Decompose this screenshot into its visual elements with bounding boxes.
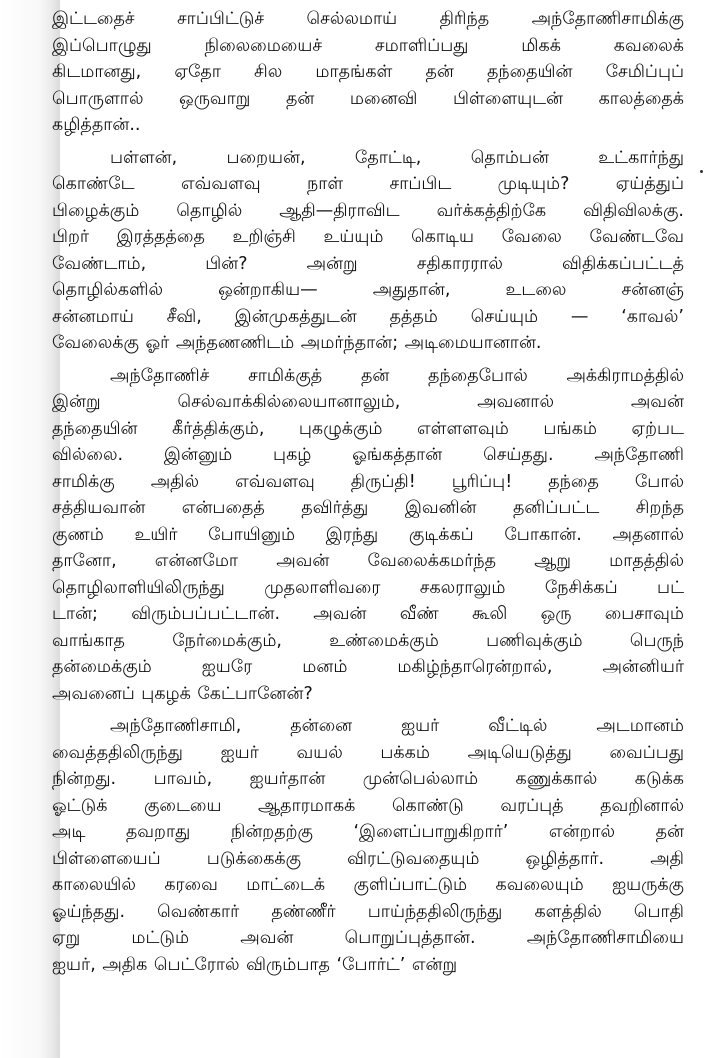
text-line: டான்; விரும்பப்பட்டான். அவன் வீண் கூலி ஒரு பைசாவும் [52, 604, 684, 624]
text-line: குணம் உயிர் போயினும் இரந்து குடிக்கப் போகான். அதனால் [52, 524, 684, 545]
document-page [52, 6, 684, 1052]
text-line: தொழிலாளியிலிருந்து முதலாளிவரை சகலராலும் நேசிக்கப் பட் [52, 577, 684, 598]
text-line: கிடமானது, ஏதோ சில மாதங்கள் தன் தந்தையின் சேமிப்புப் [52, 62, 684, 82]
text-line: வில்லை. இன்னும் புகழ் ஓங்கத்தான் செய்தது. அந்தோணி [52, 445, 684, 465]
text-line: தந்தையின் கீர்த்திக்கும், புகழுக்கும் எள்ளளவும் பங்கம் ஏற்பட [52, 418, 684, 439]
text-line: வாங்காத நேர்மைக்கும், உண்மைக்கும் பணிவுக்கும் பெருந் [52, 630, 684, 651]
text-line: அந்தோணிசாமி, தன்னை ஐயர் வீட்டில் அடமானம் [110, 716, 684, 736]
text-line: ஏறு மட்டும் அவன் பொறுப்புத்தான். அந்தோணிசாமியை [52, 928, 684, 948]
text-line: அடி தவறாது நின்றதற்கு ‘இளைப்பாறுகிறார்’ என்றால் தன் [52, 822, 684, 842]
text-line: பள்ளன், பறையன், தோட்டி, தொம்பன் உட்கார்ந்து [110, 147, 684, 168]
text-line: ஓய்ந்தது. வெண்கார் தண்ணீர் பாய்ந்ததிலிருந்து களத்தில் பொதி [52, 901, 684, 922]
text-line: சத்தியவான் என்பதைத் தவிர்த்து இவனின் தனிப்பட்ட சிறந்த [52, 498, 684, 518]
text-line: பொருளால் ஒருவாறு தன் மனைவி பிள்ளையுடன் காலத்தைக் [52, 88, 684, 109]
text-line: சன்னமாய் சீவி, இன்முகத்துடன் தத்தம் செய்யும் — ‘காவல்’ [52, 306, 684, 327]
text-line: கழித்தான்.. [52, 115, 141, 135]
text-line: பிள்ளையைப் படுக்கைக்கு விரட்டுவதையும் ஒழித்தார். அதி [52, 848, 684, 869]
paragraph-3 [52, 363, 684, 708]
text-line: தன்மைக்கும் ஐயரே மனம் மகிழ்ந்தாரென்றால், அன்னியர் [52, 657, 684, 677]
text-line: தொழில்களில் ஒன்றாகிய— அதுதான், உடலை சன்னஞ் [52, 280, 684, 300]
text-line: நின்றது. பாவம், ஐயர்தான் முன்பெல்லாம் கணுக்கால் கடுக்க [52, 769, 684, 789]
text-line: வைத்ததிலிருந்து ஐயர் வயல் பக்கம் அடியெடுத்து வைப்பது [52, 742, 684, 763]
paragraph-4 [52, 713, 684, 978]
text-line: சாமிக்கு அதில் எவ்வளவு திருப்தி! பூரிப்பு! தந்தை போல் [52, 471, 684, 492]
text-line: கொண்டே எவ்வளவு நாள் சாப்பிட முடியும்? ஏய்த்துப் [52, 174, 684, 194]
paragraph-1 [52, 6, 684, 139]
text-line: பிழைக்கும் தொழில் ஆதி—திராவிட வர்க்கத்திற்கே விதிவிலக்கு. [52, 200, 684, 221]
text-line: அந்தோணிச் சாமிக்குத் தன் தந்தைபோல் அக்கிராமத்தில் [110, 365, 684, 386]
text-line: பிறர் இரத்தத்தை உறிஞ்சி உய்யும் கொடிய வேலை வேண்டவே [52, 227, 684, 247]
scan-shadow [0, 0, 60, 1058]
text-line: ஓட்டுக் குடையை ஆதாரமாகக் கொண்டு வரப்புத் தவறினால் [52, 795, 684, 816]
text-line: இப்பொழுது நிலைமையைச் சமாளிப்பது மிகக் கவலைக் [52, 35, 684, 56]
text-line: காலையில் கரவை மாட்டைக் குளிப்பாட்டும் கவலையும் ஐயருக்கு [52, 875, 684, 895]
text-line: ஐயர், அதிக பெட்ரோல் விரும்பாத ‘போர்ட்’ என்று [52, 954, 458, 975]
margin-mark [700, 170, 703, 173]
text-line: வேண்டாம், பின்? அன்று சதிகாரரால் விதிக்கப்பட்டத் [52, 253, 684, 274]
text-line: அவனைப் புகழக் கேட்பானேன்? [52, 683, 313, 704]
text-line: தானோ, என்னமோ அவன் வேலைக்கமர்ந்த ஆறு மாதத்தில் [52, 551, 684, 571]
text-line: இன்று செல்வாக்கில்லையானாலும், அவனால் அவன் [52, 392, 684, 412]
text-line: வேலைக்கு ஓர் அந்தணணிடம் அமர்ந்தான்; அடிமையானான். [52, 333, 542, 353]
paragraph-2 [52, 145, 684, 357]
text-line: இட்டதைச் சாப்பிட்டுச் செல்லமாய் திரிந்த அந்தோணிசாமிக்கு [52, 9, 684, 29]
